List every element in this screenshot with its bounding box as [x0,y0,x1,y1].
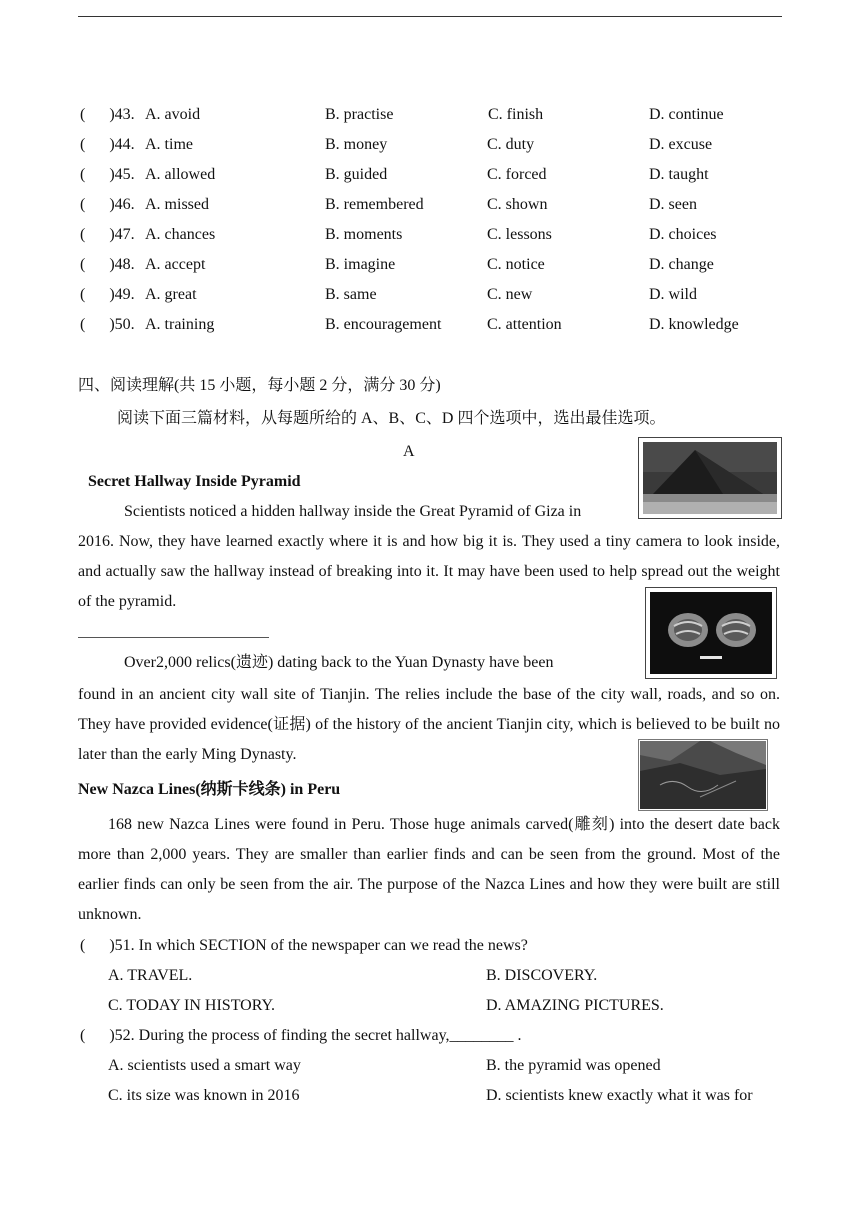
option-c: C. finish [488,106,544,123]
question-52-option-a: A. scientists used a smart way [108,1057,301,1074]
answer-paren: ( )49. [80,286,135,303]
article2-body: found in an ancient city wall site of Tianjin. The relies include the base of the city wall, roads, and so on. They have provided evidence(证据) of the history of the ancient Tianjin city, which is believed to be built no later than the early Ming Dynasty. [78,686,780,763]
pyramid-photo [638,437,782,519]
option-a: A. allowed [145,166,216,183]
article-divider [78,637,269,638]
question-51 [80,936,528,956]
question-51-option-d: D. AMAZING PICTURES. [486,997,664,1014]
question-52-option-c: C. its size was known in 2016 [108,1087,300,1104]
question-number: 45 [114,166,131,183]
question-stem: 51. In which SECTION of the newspaper can we read the news? [114,937,528,954]
option-a: A. accept [145,256,206,273]
article3-body: 168 new Nazca Lines were found in Peru. Those huge animals carved(雕刻) into the desert date back more than 2,000 years. They are smaller than earlier finds and can be seen from the ground. Most of the earlier finds can only be seen from the air. The purpose of the Nazca Lines and how they were built are still unknown. [78,816,780,923]
question-number: 49 [114,286,131,303]
answer-paren: ( )48. [80,256,135,273]
option-d: D. choices [649,226,717,243]
nazca-photo [638,739,768,811]
option-a: A. chances [145,226,216,243]
answer-paren: ( )45. [80,166,135,183]
option-c: C. new [487,286,533,303]
option-b: B. remembered [325,196,424,213]
nazca-image [640,741,766,809]
option-b: B. encouragement [325,316,442,333]
question-number: 44 [114,136,131,153]
option-a: A. training [145,316,215,333]
option-c: C. notice [487,256,545,273]
option-d: D. continue [649,106,724,123]
option-a: A. time [145,136,193,153]
stem-end: . [513,1027,522,1044]
option-d: D. change [649,256,714,273]
option-d: D. wild [649,286,697,303]
article1-first-line: Scientists noticed a hidden hallway inside the Great Pyramid of Giza in [124,503,582,520]
option-b: B. same [325,286,377,303]
option-a: A. avoid [145,106,201,123]
cloze-row [0,225,860,245]
question-number: 50 [114,316,131,333]
cloze-row [0,255,860,275]
question-51-option-b: B. DISCOVERY. [486,967,598,984]
cloze-row [0,195,860,215]
question-52 [80,1026,522,1046]
answer-blank: ________ [449,1027,514,1044]
option-c: C. shown [487,196,548,213]
relics-photo [645,587,777,679]
option-b: B. money [325,136,388,153]
header-rule [78,16,782,17]
option-a: A. great [145,286,197,303]
answer-paren: ( )47. [80,226,135,243]
answer-paren: ( )44. [80,136,135,153]
answer-paren: ( ) [80,937,115,954]
option-c: C. duty [487,136,535,153]
option-a: A. missed [145,196,209,213]
section-heading: 四、阅读理解(共 15 小题，每小题 2 分，满分 30 分) [78,377,441,394]
cloze-row [0,105,860,125]
answer-paren: ( )46. [80,196,135,213]
article3-title: New Nazca Lines(纳斯卡线条) in Peru [78,781,341,798]
cloze-row [0,165,860,185]
question-number: 47 [114,226,131,243]
option-d: D. excuse [649,136,713,153]
question-stem: 52. During the process of finding the secret hallway, [114,1027,450,1044]
question-number: 48 [114,256,131,273]
relics-image [650,592,772,674]
option-c: C. lessons [487,226,552,243]
option-b: B. moments [325,226,403,243]
question-52-option-d: D. scientists knew exactly what it was for [486,1087,753,1104]
cloze-row [0,315,860,335]
article1-body: 2016. Now, they have learned exactly where it is and how big it is. They used a tiny camera to look inside, and actually saw the hallway instead of breaking into it. It may have been used to help spread out the weight of the pyramid. [78,533,780,610]
cloze-row [0,285,860,305]
question-number: 46 [114,196,131,213]
option-d: D. knowledge [649,316,739,333]
passage-letter: A [403,443,415,460]
option-c: C. forced [487,166,547,183]
pyramid-image [643,442,777,514]
article1-title: Secret Hallway Inside Pyramid [88,473,301,490]
question-51-option-c: C. TODAY IN HISTORY. [108,997,276,1014]
section-instruction: 阅读下面三篇材料，从每题所给的 A、B、C、D 四个选项中，选出最佳选项。 [117,410,666,427]
question-number: 43 [114,106,131,123]
option-c: C. attention [487,316,562,333]
cloze-row [0,135,860,155]
answer-paren: ( ) [80,1027,115,1044]
option-b: B. imagine [325,256,396,273]
option-b: B. guided [325,166,388,183]
article2-first-line: Over2,000 relics(遗迹) dating back to the Yuan Dynasty have been [124,654,554,671]
question-51-option-a: A. TRAVEL. [108,967,193,984]
option-d: D. taught [649,166,709,183]
option-d: D. seen [649,196,697,213]
answer-paren: ( )50. [80,316,135,333]
option-b: B. practise [325,106,394,123]
answer-paren: ( )43. [80,106,135,123]
question-52-option-b: B. the pyramid was opened [486,1057,661,1074]
